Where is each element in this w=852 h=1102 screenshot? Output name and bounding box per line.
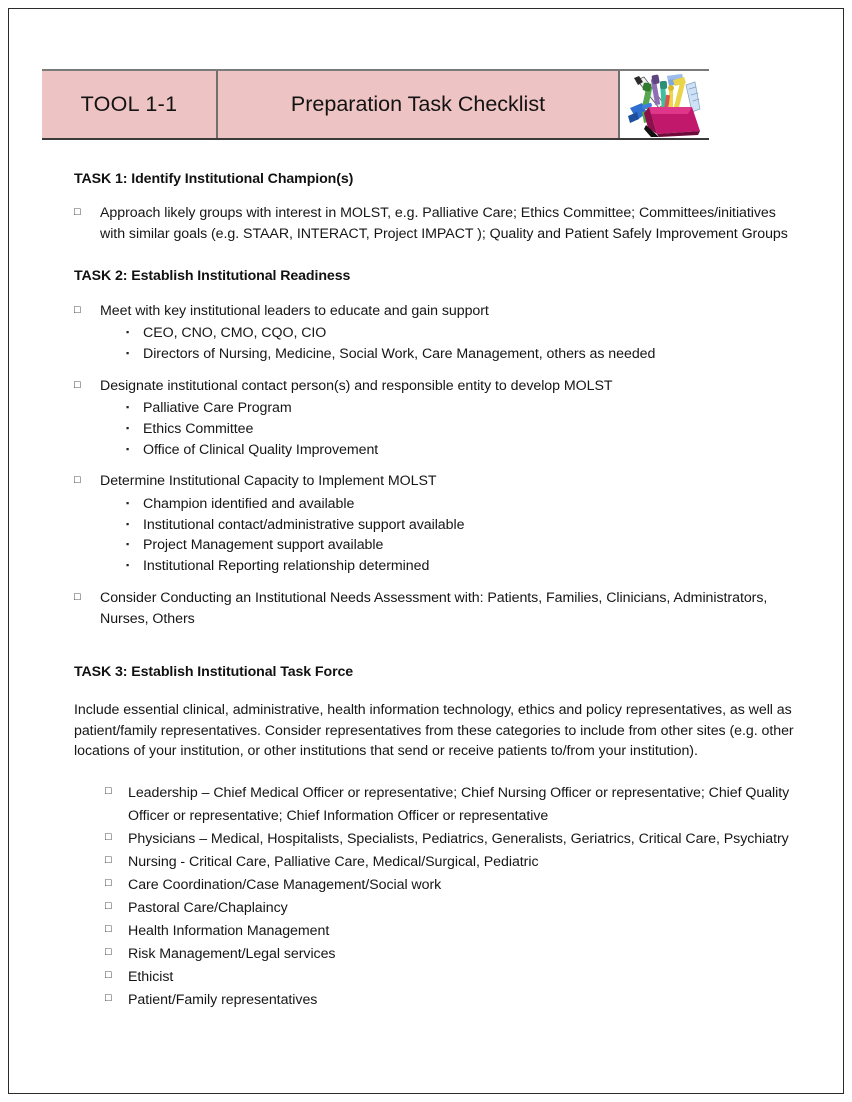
checklist-item[interactable] [74, 203, 799, 244]
checklist-item[interactable] [74, 376, 799, 397]
checklist-item[interactable] [105, 897, 799, 920]
checklist-item[interactable] [105, 966, 799, 989]
checkbox-icon[interactable]: □ [105, 831, 112, 844]
tool-number-cell [42, 71, 218, 138]
sub-list-item [74, 419, 799, 440]
checklist-item-label: Leadership – Chief Medical Officer or representative; Chief Nursing Officer or representative; Chief Quality Officer or representative; Chief Information Officer or representative [128, 785, 790, 825]
checkbox-icon[interactable]: □ [105, 900, 112, 913]
checklist-item-label: Physicians – Medical, Hospitalists, Specialists, Pediatrics, Generalists, Geriatrics, Critical Care, Psychiatry [128, 831, 789, 848]
checkbox-icon[interactable]: □ [105, 854, 112, 867]
spacer [74, 286, 799, 301]
checklist-item-label: Ethicist [128, 969, 174, 986]
sub-list-item [74, 556, 799, 577]
square-bullet-icon: ▪ [126, 497, 130, 508]
task-3-paragraph: Include essential clinical, administrative, health information technology, ethics and policy representatives, as well as patient/family representatives. Consider representatives from these categories to include from other sites (e.g. other locations of your institution, or other institutions that send or receive patients to/from your institution). [74, 702, 794, 760]
square-bullet-icon: ▪ [126, 347, 130, 358]
checklist-item[interactable] [105, 828, 799, 851]
sub-list-item [74, 515, 799, 536]
checkbox-icon[interactable]: □ [74, 474, 81, 487]
sub-list-item-label: Office of Clinical Quality Improvement [143, 441, 379, 458]
checklist-item[interactable] [105, 874, 799, 897]
sub-list-item-label: Champion identified and available [143, 495, 355, 512]
spacer [74, 577, 799, 588]
task-force-roster-list [74, 782, 799, 1012]
page-title: Preparation Task Checklist [290, 92, 546, 116]
checklist-item[interactable] [105, 989, 799, 1012]
task-1-heading: TASK 1: Identify Institutional Champion(s) [74, 171, 354, 187]
sub-list-item [74, 344, 799, 365]
sub-list-item-label: Ethics Committee [143, 420, 254, 437]
checklist-item-label: Meet with key institutional leaders to educate and gain support [100, 302, 489, 319]
tool-header-table [42, 69, 709, 140]
sub-list-item-label: Institutional Reporting relationship determined [143, 558, 430, 575]
checkbox-icon[interactable]: □ [105, 877, 112, 890]
sub-list-item [74, 323, 799, 344]
spacer [74, 246, 799, 267]
square-bullet-icon: ▪ [126, 539, 130, 550]
toolbox-image-cell [620, 71, 709, 138]
checklist-item-label: Designate institutional contact person(s) and responsible entity to develop MOLST [100, 377, 613, 394]
checkbox-icon[interactable]: □ [105, 969, 112, 982]
sub-list-item [74, 494, 799, 515]
sub-list-item-label: Directors of Nursing, Medicine, Social Work, Care Management, others as needed [143, 345, 656, 362]
spacer [74, 681, 799, 700]
checklist-item-label: Pastoral Care/Chaplaincy [128, 900, 288, 917]
spacer [74, 188, 799, 203]
checklist-item[interactable] [105, 943, 799, 966]
checklist-item-label: Care Coordination/Case Management/Social work [128, 877, 442, 894]
spacer [74, 631, 799, 663]
toolbox-icon [620, 71, 709, 138]
sub-list-item [74, 535, 799, 556]
sub-list-item-label: Institutional contact/administrative support available [143, 516, 465, 533]
square-bullet-icon: ▪ [126, 402, 130, 413]
checkbox-icon[interactable]: □ [105, 946, 112, 959]
checkbox-icon[interactable]: □ [74, 303, 81, 316]
checklist-item[interactable] [105, 920, 799, 943]
task-2-heading: TASK 2: Establish Institutional Readiness [74, 268, 351, 285]
spacer [74, 460, 799, 471]
checkbox-icon[interactable]: □ [105, 992, 112, 1005]
spacer [74, 365, 799, 376]
square-bullet-icon: ▪ [126, 560, 130, 571]
sub-list-item-label: CEO, CNO, CMO, CQO, CIO [143, 325, 327, 342]
document-body [74, 170, 799, 1012]
square-bullet-icon: ▪ [126, 327, 130, 338]
checkbox-icon[interactable]: □ [105, 785, 112, 798]
square-bullet-icon: ▪ [126, 422, 130, 433]
task-3-heading: TASK 3: Establish Institutional Task Force [74, 664, 354, 681]
checklist-item[interactable] [74, 301, 799, 322]
checklist-item-label: Consider Conducting an Institutional Needs Assessment with: Patients, Families, Clinicians, Administrators, Nurses, Others [100, 589, 768, 627]
tool-number-label: TOOL 1-1 [80, 92, 178, 116]
checklist-item-label: Risk Management/Legal services [128, 946, 336, 963]
checklist-item-label: Nursing - Critical Care, Palliative Care, Medical/Surgical, Pediatric [128, 854, 539, 871]
checklist-item[interactable] [74, 588, 799, 629]
sub-list-item [74, 398, 799, 419]
square-bullet-icon: ▪ [126, 443, 130, 454]
checklist-item[interactable] [105, 851, 799, 874]
checkbox-icon[interactable]: □ [74, 378, 81, 391]
checklist-item[interactable] [105, 782, 799, 828]
sub-list-item-label: Project Management support available [143, 537, 384, 554]
tool-title-cell [218, 71, 620, 138]
square-bullet-icon: ▪ [126, 518, 130, 529]
checklist-item-label: Approach likely groups with interest in MOLST, e.g. Palliative Care; Ethics Committee; Committees/initiatives with similar goals (e.g. STAAR, INTERACT, Project IMPACT ); Quality and Patient Safely Improvement Groups [100, 205, 788, 242]
checkbox-icon[interactable]: □ [74, 206, 81, 219]
checklist-item-label: Determine Institutional Capacity to Implement MOLST [100, 473, 437, 490]
checklist-item[interactable] [74, 471, 799, 492]
checkbox-icon[interactable]: □ [105, 923, 112, 936]
checklist-item-label: Patient/Family representatives [128, 992, 318, 1009]
sub-list-item-label: Palliative Care Program [143, 400, 292, 417]
sub-list-item [74, 440, 799, 461]
checklist-item-label: Health Information Management [128, 923, 330, 940]
checkbox-icon[interactable]: □ [74, 590, 81, 603]
